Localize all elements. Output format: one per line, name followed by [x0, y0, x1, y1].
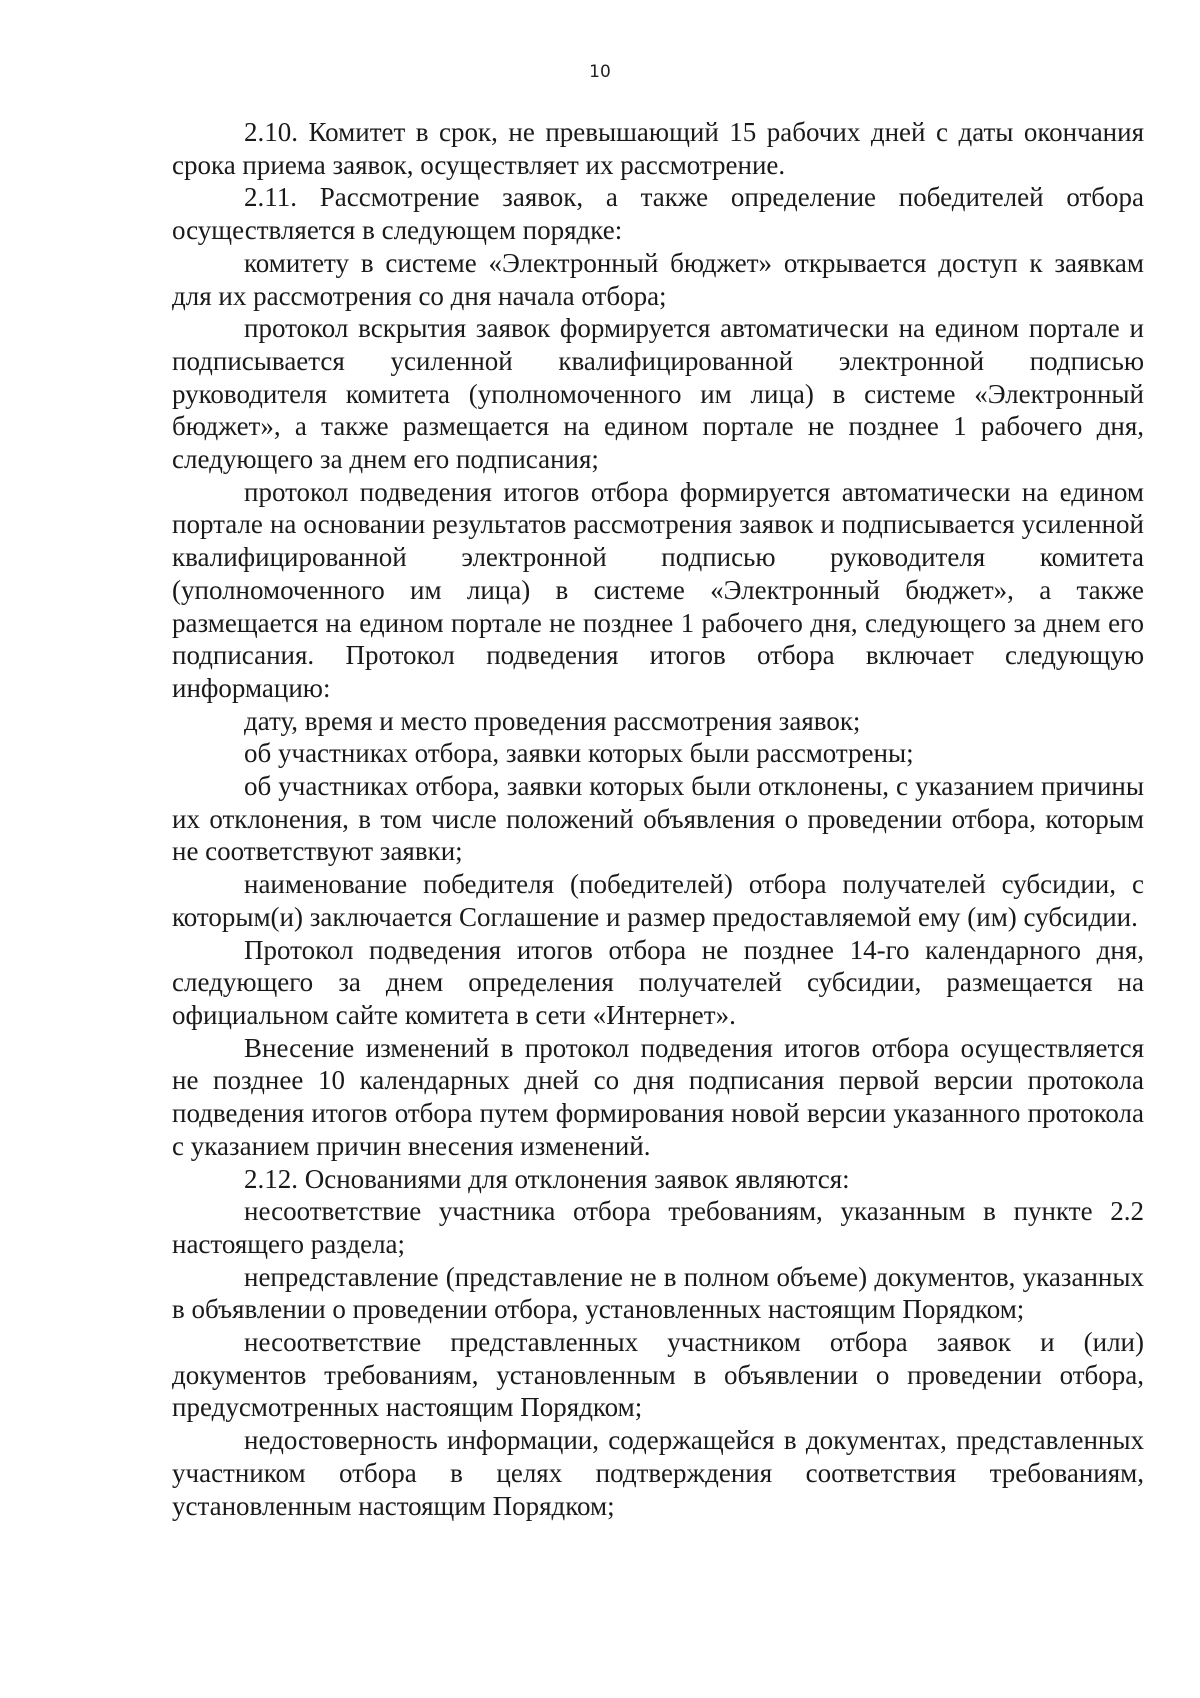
paragraph-winner-name: наименование победителя (победителей) отбора получателей субсидии, с которым(и) заключается Соглашение и размер предоставляемой ему (им) субсидии.: [172, 869, 1144, 932]
paragraph-reviewed-participants: об участниках отбора, заявки которых были рассмотрены;: [244, 738, 914, 769]
paragraph-publication: Протокол подведения итогов отбора не позднее 14-го календарного дня, следующего за днем определения получателей субсидии, размещается на официальном сайте комитета в сети «Интернет».: [172, 934, 1144, 1030]
paragraph-2-10: 2.10. Комитет в срок, не превышающий 15 рабочих дней с даты окончания срока приема заявок, осуществляет их рассмотрение.: [172, 117, 1144, 180]
paragraph-2-12: 2.12. Основаниями для отклонения заявок являются:: [244, 1163, 850, 1194]
paragraph-noncompliance-participant: несоответствие участника отбора требованиям, указанным в пункте 2.2 настоящего раздела;: [172, 1196, 1144, 1259]
paragraph-unreliable-information: недостоверность информации, содержащейся в документах, представленных участником отбора в целях подтверждения соответствия требованиям, установленным настоящим Порядком;: [172, 1425, 1144, 1521]
paragraph-results-protocol: протокол подведения итогов отбора формируется автоматически на едином портале на основании результатов рассмотрения заявок и подписывается усиленной квалифицированной электронной подписью руководителя комитета (уполномоченного им лица) в системе «Электронный бюджет», а также размещается на едином портале не позднее 1 рабочего дня, следующего за днем его подписания. Протокол подведения итогов отбора включает следующую информацию:: [172, 476, 1144, 703]
paragraph-amendments: Внесение изменений в протокол подведения итогов отбора осуществляется не позднее 10 календарных дней со дня подписания первой версии протокола подведения итогов отбора путем формирования новой версии указанного протокола с указанием причин внесения изменений.: [172, 1032, 1144, 1161]
paragraph-opening-protocol: протокол вскрытия заявок формируется автоматически на едином портале и подписывается усиленной квалифицированной электронной подписью руководителя комитета (уполномоченного им лица) в системе «Электронный бюджет», а также размещается на едином портале не позднее 1 рабочего дня, следующего за днем его подписания;: [172, 313, 1144, 475]
paragraph-noncompliance-documents: несоответствие представленных участником отбора заявок и (или) документов требованиям, установленным в объявлении о проведении отбора, предусмотренных настоящим Порядком;: [172, 1327, 1144, 1423]
paragraph-rejected-participants: об участниках отбора, заявки которых были отклонены, с указанием причины их отклонения, в том числе положений объявления о проведении отбора, которым не соответствуют заявки;: [172, 771, 1144, 867]
page-number: 10: [589, 62, 611, 82]
paragraph-access: комитету в системе «Электронный бюджет» открывается доступ к заявкам для их рассмотрения со дня начала отбора;: [172, 247, 1144, 311]
paragraph-date-time-place: дату, время и место проведения рассмотрения заявок;: [244, 705, 861, 736]
paragraph-nonsubmission: непредставление (представление не в полном объеме) документов, указанных в объявлении о проведении отбора, установленных настоящим Порядком;: [172, 1261, 1144, 1325]
document-body: [172, 116, 1144, 1522]
paragraph-2-11: 2.11. Рассмотрение заявок, а также определение победителей отбора осуществляется в следующем порядке:: [172, 182, 1144, 246]
